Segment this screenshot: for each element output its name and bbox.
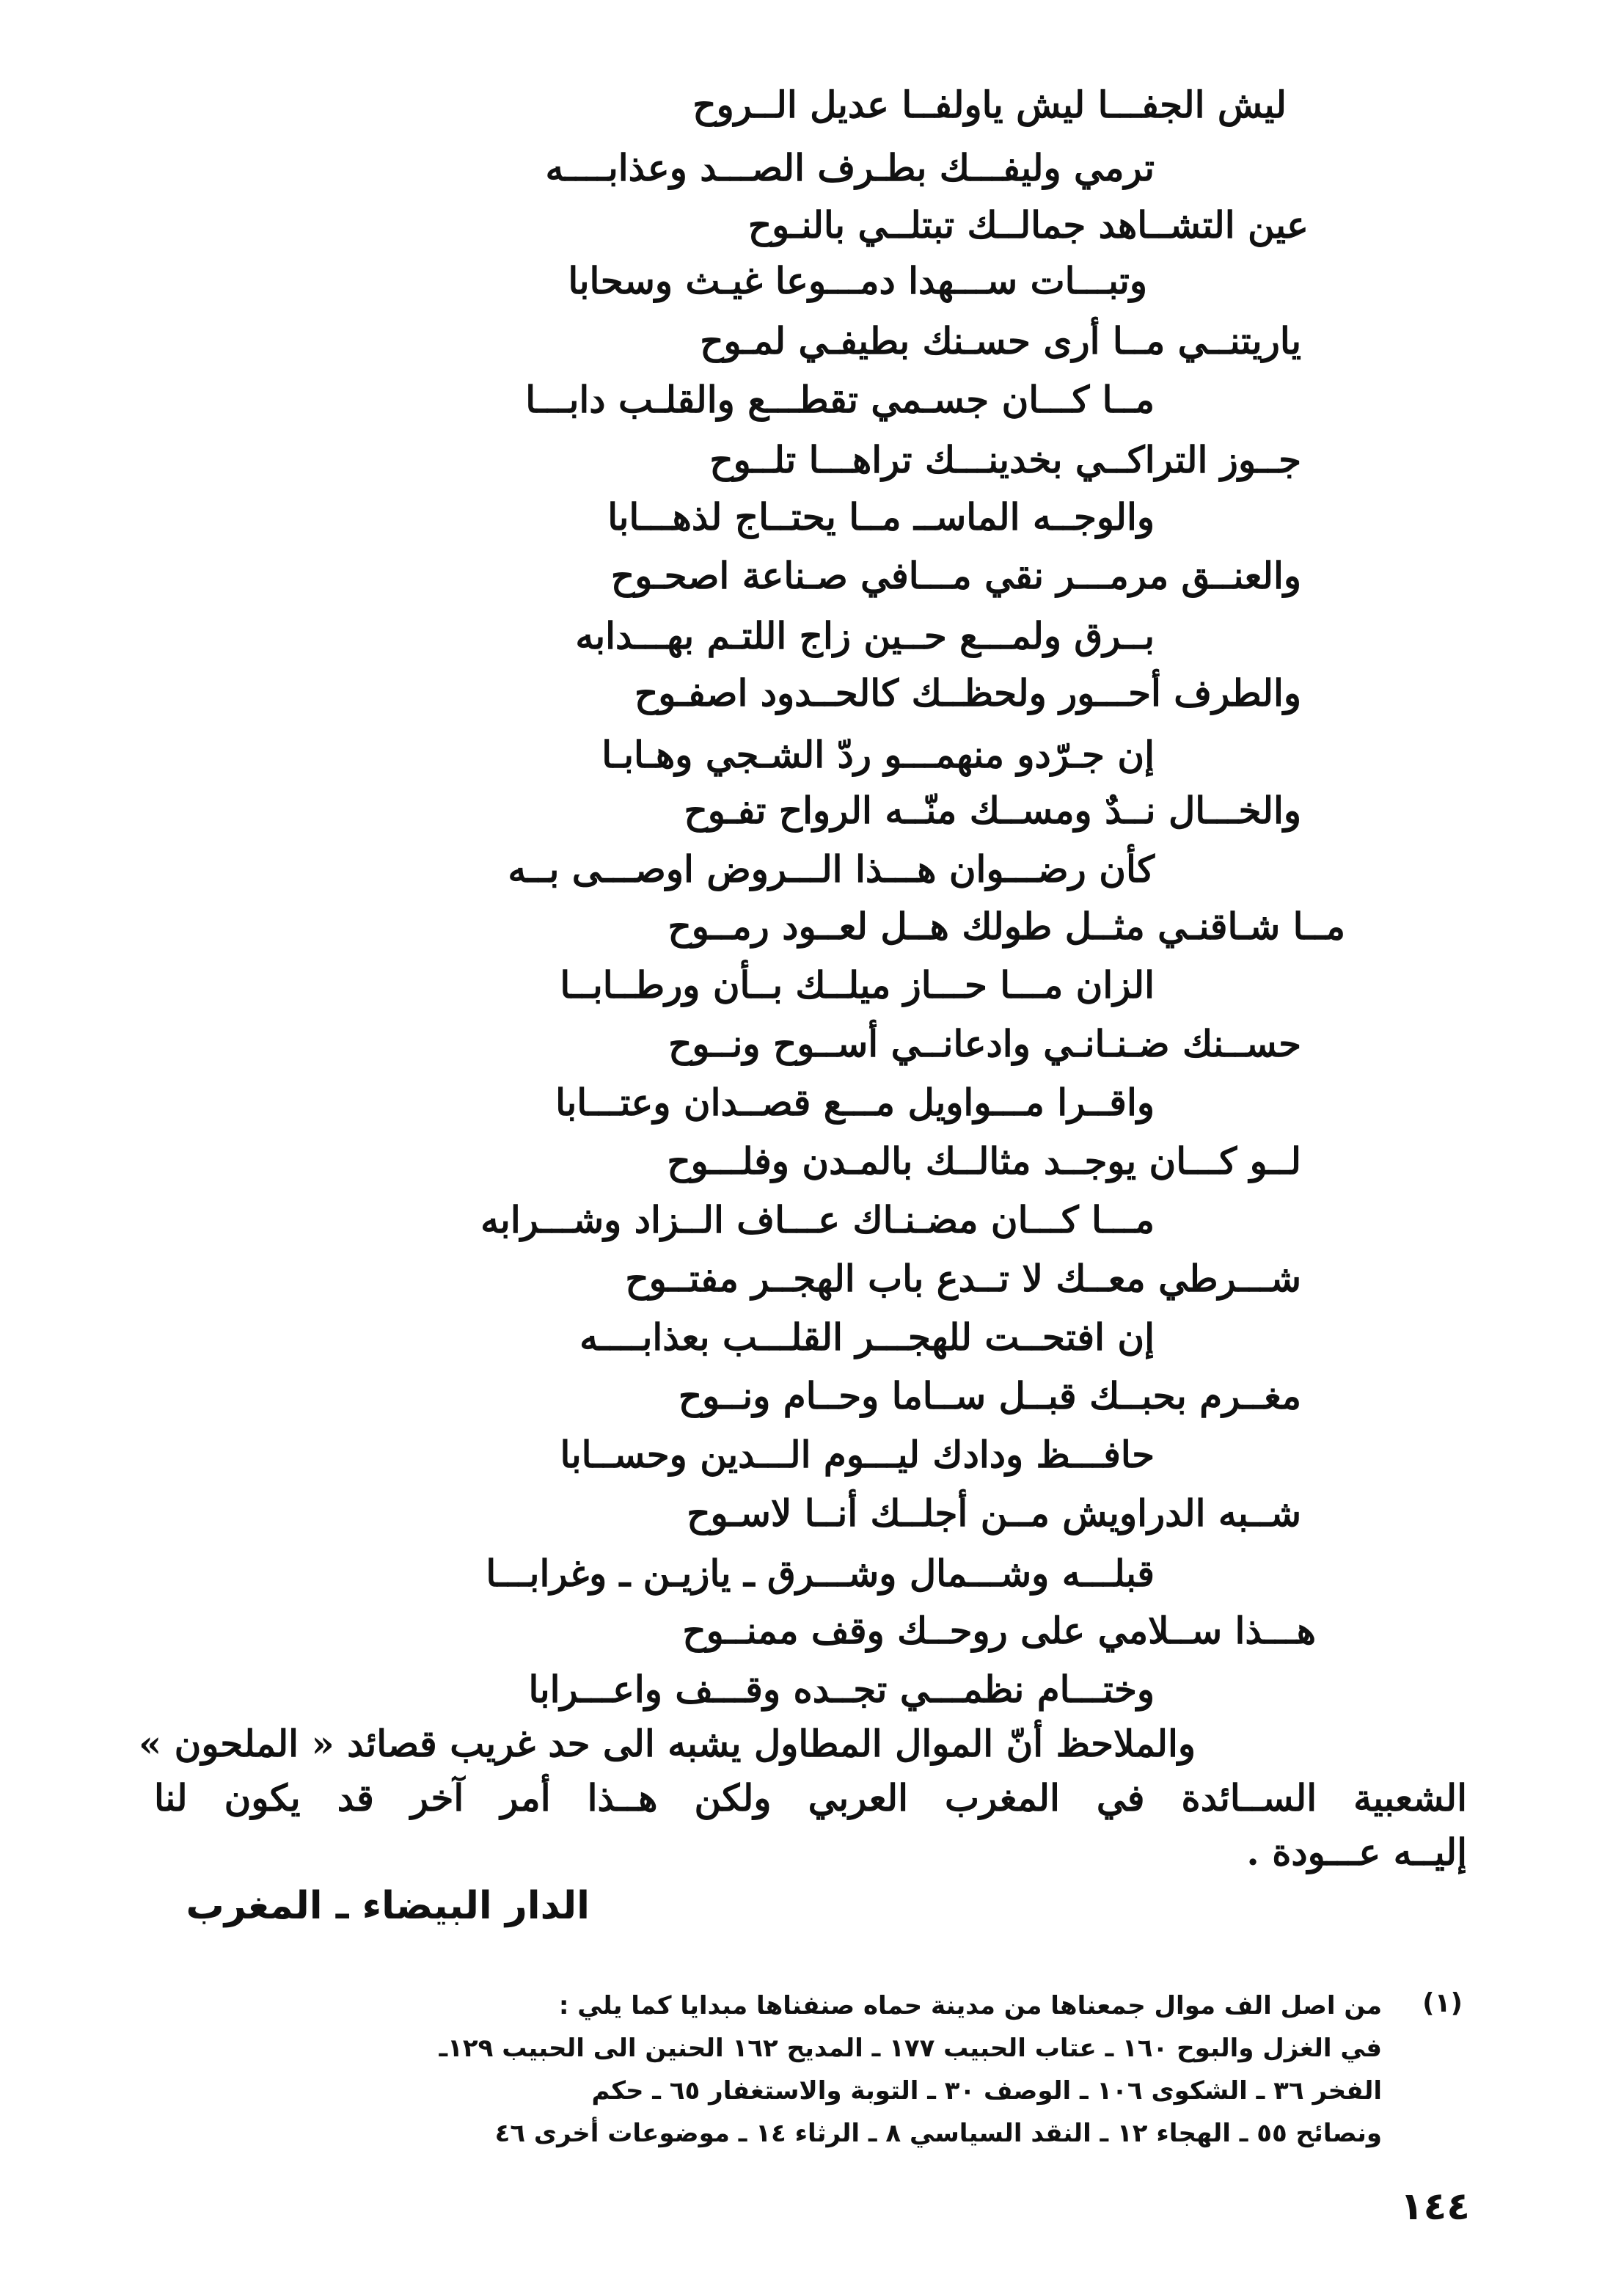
poem-line: وختـــام نظمـــي تجــده وقـــف واعـــرابا xyxy=(528,1668,1155,1711)
poem-line: واقــرا مـــواويل مـــع قصــدان وعتـــابا xyxy=(555,1081,1155,1124)
poem-line: ترمي وليفـــك بطـرف الصـــد وعذابــــه xyxy=(545,146,1155,189)
poem-line: حافـــظ ودادك ليـــوم الـــدين وحســابا xyxy=(560,1433,1155,1476)
poem-line: إن افتحــت للهجـــر القلـــب بعذابــــه xyxy=(579,1315,1155,1359)
poem-line: إن جـرّدو منهمـــو ردّ الشـجي وهـابـا xyxy=(601,733,1155,776)
poem-line: بــرق ولمـــع حــين زاج اللتـم بهـــدابه xyxy=(575,614,1155,657)
poem-line: ياريتنــي مــا أرى حسـنك بطيفـي لمـوح xyxy=(700,319,1301,362)
footnote-line: ونصائح ٥٥ ـ الهجاء ١٢ ـ النقد السياسي ٨ ـ الرثاء ١٤ ـ موضوعات أخرى ٤٦ xyxy=(494,2119,1382,2148)
poem-line: مغــرم بحبــك قبــل ســاما وحــام ونــوح xyxy=(678,1374,1301,1417)
paragraph-line: إليــه عـــودة . xyxy=(1246,1830,1467,1874)
footnote-marker: (١) xyxy=(1422,1988,1463,2018)
poem-line: قبلـــه وشـــمال وشـــرق ـ يازيـن ـ وغرابـــا xyxy=(486,1552,1155,1595)
poem-line: وتبـــات ســـهدا دمـــوعا غيـث وسحابا xyxy=(568,259,1147,302)
poem-line: مــا كـــان جسـمي تقطـــع والقلـب دابـــا xyxy=(525,378,1155,421)
poem-line: والخـــال نــدٌ ومســك منّــه الرواح تفـوح xyxy=(684,789,1301,832)
poem-line: والطرف أحـــور ولحظــك كالحــدود اصفـوح xyxy=(634,671,1301,715)
paragraph-line: والملاحظ أنّ الموال المطاول يشبه الى حد غريب قصائد « الملحون » xyxy=(139,1722,1196,1765)
poem-line: والعنــق مرمـــر نقي مـــافي صـناعة اصحـوح xyxy=(610,554,1301,597)
poem-line: والوجــه الماســ مــا يحتــاج لذهـــابا xyxy=(607,495,1155,538)
footnote-line: من اصل الف موال جمعناها من مدينة حماه صنفناها مبدايا كما يلي : xyxy=(558,1991,1382,2020)
page-number: ١٤٤ xyxy=(1400,2185,1470,2229)
poem-line: كأن رضـــوان هـــذا الـــروض اوصـــى بــه xyxy=(508,847,1155,891)
paragraph-line: الشعبية الســائدة في المغرب العربي ولكن هــذا أمر آخر قد يكون لنا xyxy=(154,1776,1467,1819)
poem-line: حســنك ضـنـانـي وادعانــي أســوح ونــوح xyxy=(668,1022,1301,1065)
poem-line: شــبه الدراويش مــن أجلــك أنــا لاسـوح xyxy=(687,1491,1301,1535)
poem-line: جــوز التراكــي بخدينـــك تراهـــا تلــوح xyxy=(709,438,1301,481)
poem-line: عين التشــاهد جمالــك تبتلــي بالنـوح xyxy=(747,203,1309,247)
poem-line: لــو كـــان يوجــد مثالــك بالمـدن وفلـــوح xyxy=(667,1139,1301,1183)
footnote-line: في الغزل والبوح ١٦٠ ـ عتاب الحبيب ١٧٧ ـ المديح ١٦٢ الحنين الى الحبيب ١٢٩ـ xyxy=(439,2034,1382,2063)
place-signature: الدار البيضاء ـ المغرب xyxy=(186,1884,590,1928)
poem-line: ليش الجفـــا ليش ياولفــا عديل الــروح xyxy=(692,83,1287,126)
commentary-paragraph xyxy=(139,1717,1467,1880)
poem-line: مــا شـاقنـي مثــل طولك هــل لعــود رمــوح xyxy=(667,905,1345,948)
footnote-line: الفخر ٣٦ ـ الشكوى ١٠٦ ـ الوصف ٣٠ ـ التوبة والاستغفار ٦٥ ـ حكم xyxy=(591,2076,1382,2106)
poem-line: شـــرطي معــك لا تــدع باب الهجــر مفتــوح xyxy=(625,1257,1301,1300)
poem-line: الزان مـــا حـــاز ميلــك بــأن ورطــابــا xyxy=(560,963,1155,1007)
poem-line: هـــذا ســلامي على روحــك وقف ممنــوح xyxy=(682,1609,1316,1652)
footnote xyxy=(186,1984,1382,2155)
poem-line: مـــا كـــان مضـنـاك عـــاف الــزاد وشـــرابه xyxy=(480,1198,1155,1241)
